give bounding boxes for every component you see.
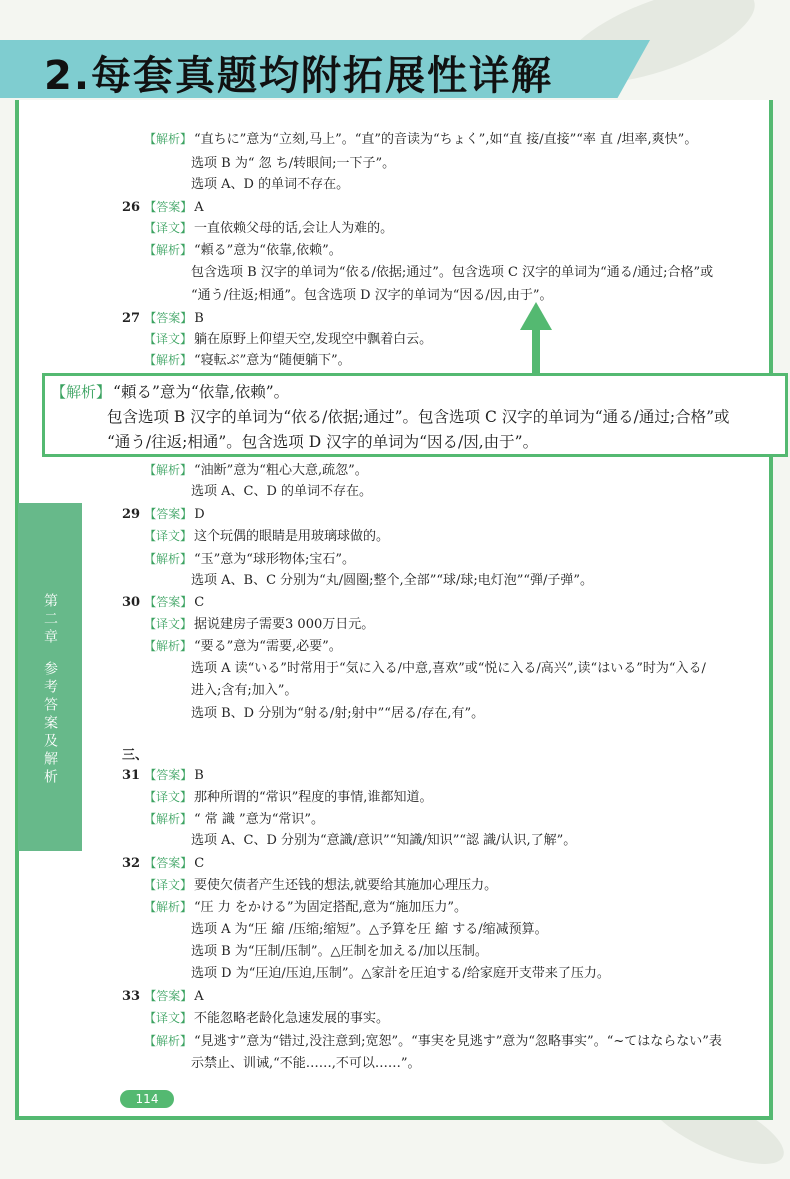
- answer-row: 32 【答案】 C: [122, 856, 205, 871]
- zoom-callout: [42, 373, 788, 457]
- zoom-line: 【解析】 “頼る”意为“依靠,依赖”。: [51, 383, 290, 401]
- zoom-line: 包含选项 B 汉字的单词为“依る/依据;通过”。包含选项 C 汉字的单词为“通る/通过;合格”或: [107, 408, 730, 426]
- list-item: 【解析】 “頼る”意为“依靠,依赖”。: [144, 243, 342, 258]
- list-item: 【译文】 不能忽略老龄化急速发展的事实。: [144, 1011, 390, 1026]
- arrow-shaft: [532, 328, 540, 374]
- list-item: 【解析】 “玉”意为“球形物体;宝石”。: [144, 552, 355, 567]
- section-heading: 三、: [122, 748, 149, 763]
- list-item: 【解析】 “直ちに”意为“立刻,马上”。“直”的音读为“ちょく”,如“直 接/直接”“率 直 /坦率,爽快”。: [144, 132, 698, 147]
- section-label: 参考答案及解析: [42, 661, 58, 787]
- list-item: 【解析】 “油断”意为“粗心大意,疏忽”。: [144, 463, 368, 478]
- list-item: 选项 A、C、D 分别为“意識/意识”“知識/知识”“認 識/认识,了解”。: [191, 833, 577, 848]
- list-item: “通う/往返;相通”。包含选项 D 汉字的单词为“因る/因,由于”。: [191, 288, 553, 303]
- list-item: 选项 A、B、C 分别为“丸/圆圈;整个,全部”“球/球;电灯泡”“弾/子弹”。: [191, 573, 594, 588]
- answer-row: 29 【答案】 D: [122, 507, 205, 522]
- list-item: 【解析】 “ 常 識 ”意为“常识”。: [144, 812, 324, 827]
- list-item: 【解析】 “寝転ぶ”意为“随便躺下”。: [144, 353, 351, 368]
- answer-row: 31 【答案】 B: [122, 768, 204, 783]
- list-item: 选项 A 为“圧 縮 /压缩;缩短”。△予算を圧 縮 する/缩减预算。: [191, 922, 548, 937]
- list-item: 选项 A 读“いる”时常用于“気に入る/中意,喜欢”或“悦に入る/高兴”,读“はいる”时为“入る/: [191, 661, 706, 676]
- list-item: 选项 B、D 分别为“射る/射;射中”“居る/存在,有”。: [191, 706, 485, 721]
- list-item: 【译文】 要使欠债者产生还钱的想法,就要给其施加心理压力。: [144, 878, 498, 893]
- list-item: 【译文】 躺在原野上仰望天空,发现空中飘着白云。: [144, 332, 433, 347]
- list-item: 选项 B 为“ 忽 ち/转眼间;一下子”。: [191, 156, 396, 171]
- list-item: 选项 B 为“圧制/压制”。△圧制を加える/加以压制。: [191, 944, 488, 959]
- list-item: 进入;含有;加入”。: [191, 683, 298, 698]
- answer-row: 30 【答案】 C: [122, 595, 205, 610]
- list-item: 选项 A、C、D 的单词不存在。: [191, 484, 373, 499]
- list-item: 示禁止、训诫,“不能……,不可以……”。: [191, 1056, 421, 1071]
- list-item: 【解析】 “要る”意为“需要,必要”。: [144, 639, 342, 654]
- up-arrow-icon: [520, 302, 552, 330]
- page-number: 114: [120, 1090, 174, 1108]
- list-item: 【译文】 一直依赖父母的话,会让人为难的。: [144, 221, 394, 236]
- list-item: 【译文】 据说建房子需要3 000万日元。: [144, 617, 375, 632]
- page-title: 2.每套真题均附拓展性详解: [44, 53, 554, 99]
- list-item: 【解析】 “見逃す”意为“错过,没注意到;宽恕”。“事実を見逃す”意为“忽略事实”。“~てはならない”表: [144, 1034, 722, 1049]
- list-item: 【译文】 那种所谓的“常识”程度的事情,谁都知道。: [144, 790, 433, 805]
- list-item: 选项 D 为“圧迫/压迫,压制”。△家計を圧迫する/给家庭开支带来了压力。: [191, 966, 610, 981]
- list-item: 选项 A、D 的单词不存在。: [191, 177, 350, 192]
- zoom-line: “通う/往返;相通”。包含选项 D 汉字的单词为“因る/因,由于”。: [107, 433, 539, 451]
- chapter-label: 第二章: [42, 593, 58, 647]
- list-item: 【译文】 这个玩偶的眼睛是用玻璃球做的。: [144, 529, 390, 544]
- list-item: 【解析】 “圧 力 をかける”为固定搭配,意为“施加压力”。: [144, 900, 467, 915]
- answer-row: 27 【答案】 B: [122, 311, 204, 326]
- chapter-side-tab: [18, 503, 82, 851]
- list-item: 包含选项 B 汉字的单词为“依る/依据;通过”。包含选项 C 汉字的单词为“通る/通过;合格”或: [191, 265, 714, 280]
- answer-row: 26 【答案】 A: [122, 200, 204, 215]
- answer-row: 33 【答案】 A: [122, 989, 204, 1004]
